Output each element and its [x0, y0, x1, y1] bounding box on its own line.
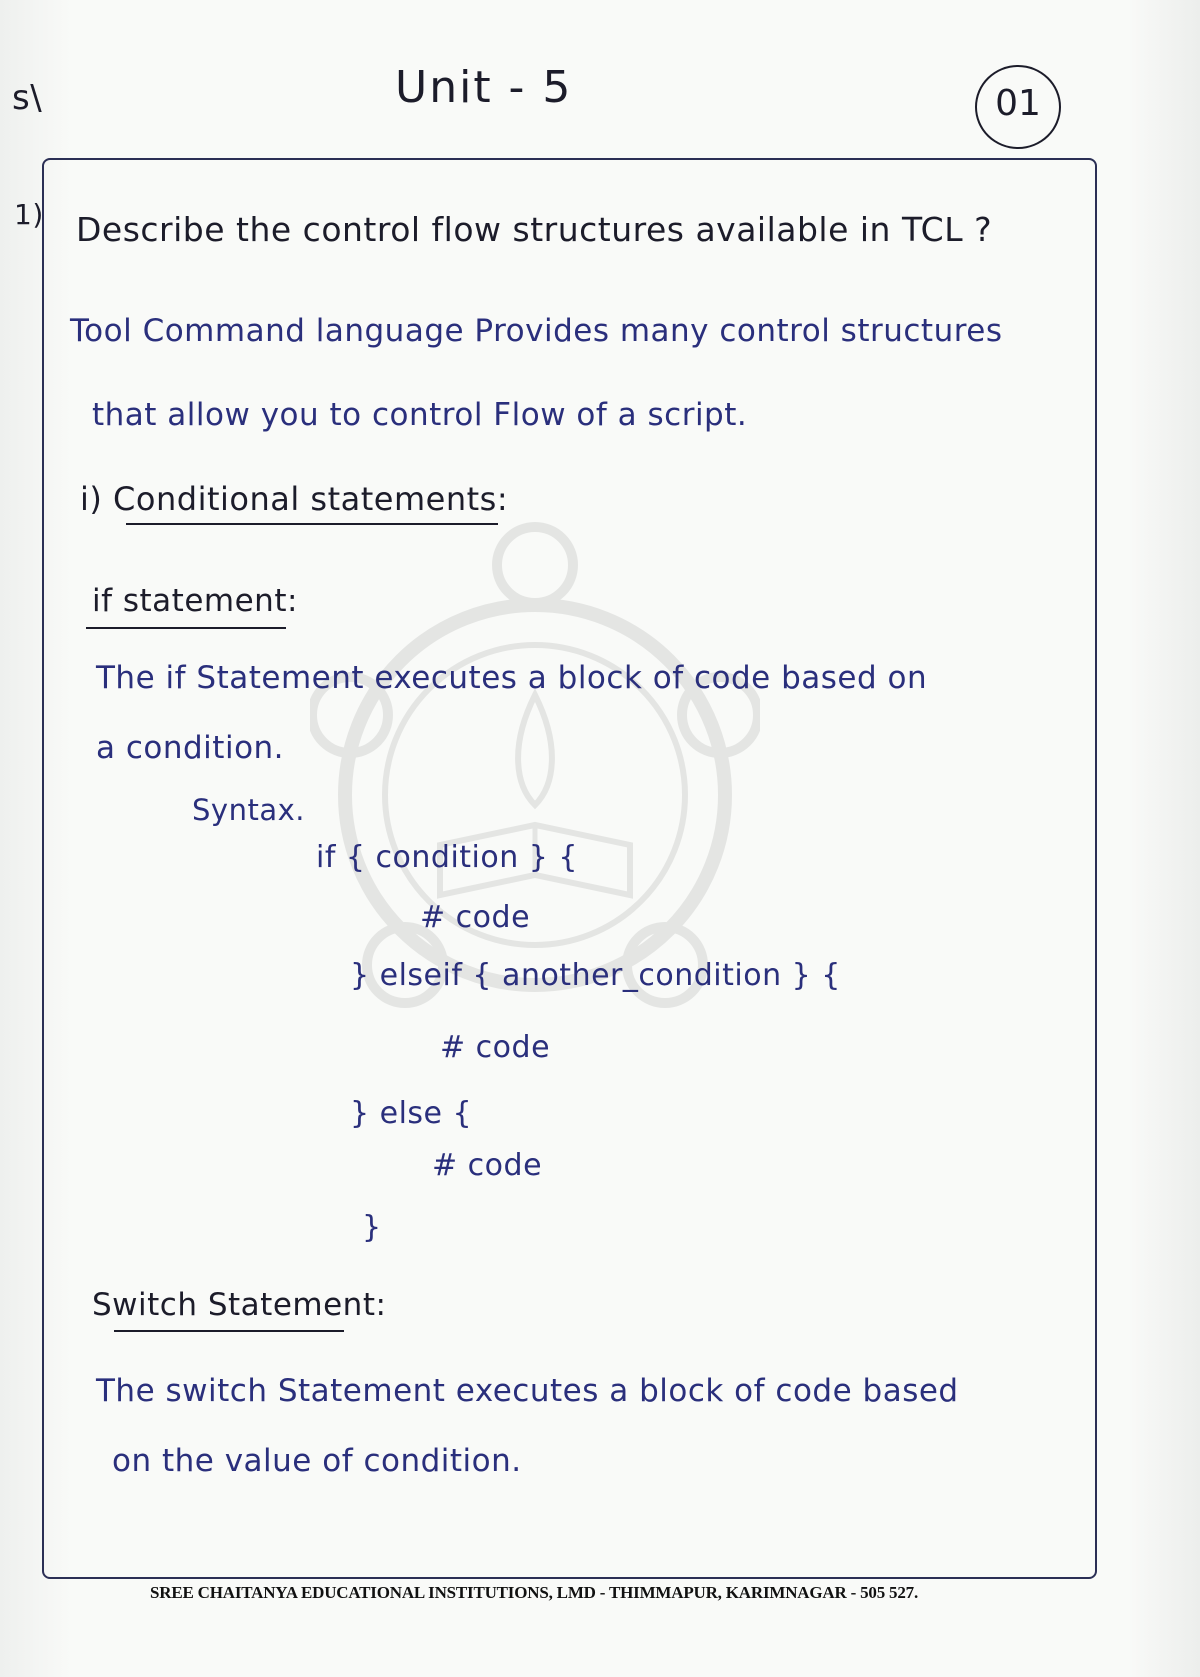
- if-desc-line-1: The if Statement executes a block of code based on: [96, 660, 928, 696]
- code-line-6: # code: [432, 1148, 543, 1183]
- intro-line-1: Tool Command language Provides many control structures: [70, 313, 1003, 349]
- section-heading-underline: [126, 523, 498, 525]
- margin-mark: s\: [12, 78, 43, 118]
- code-line-2: # code: [420, 900, 531, 935]
- page-number-badge: [975, 65, 1061, 149]
- if-heading-underline: [86, 627, 286, 629]
- question-number: 1): [14, 198, 44, 231]
- section-heading-conditional: i) Conditional statements:: [80, 480, 509, 518]
- intro-line-2: that allow you to control Flow of a script.: [92, 397, 748, 433]
- unit-title: Unit - 5: [395, 62, 573, 113]
- switch-heading-underline: [114, 1330, 344, 1332]
- code-line-1: if { condition } {: [316, 840, 579, 875]
- question-text: Describe the control flow structures available in TCL ?: [76, 210, 993, 249]
- if-statement-heading: if statement:: [92, 583, 298, 619]
- switch-desc-line-1: The switch Statement executes a block of code based: [96, 1373, 959, 1409]
- switch-statement-heading: Switch Statement:: [92, 1287, 387, 1323]
- if-desc-line-2: a condition.: [96, 730, 285, 766]
- switch-desc-line-2: on the value of condition.: [112, 1443, 522, 1479]
- institution-footer: SREE CHAITANYA EDUCATIONAL INSTITUTIONS, LMD - THIMMAPUR, KARIMNAGAR - 505 527.: [150, 1583, 919, 1602]
- code-line-4: # code: [440, 1030, 551, 1065]
- page-number: 01: [995, 83, 1041, 124]
- syntax-label: Syntax.: [192, 793, 305, 827]
- code-line-3: } elseif { another_condition } {: [350, 958, 841, 993]
- code-line-7: }: [362, 1210, 382, 1245]
- code-line-5: } else {: [350, 1096, 473, 1131]
